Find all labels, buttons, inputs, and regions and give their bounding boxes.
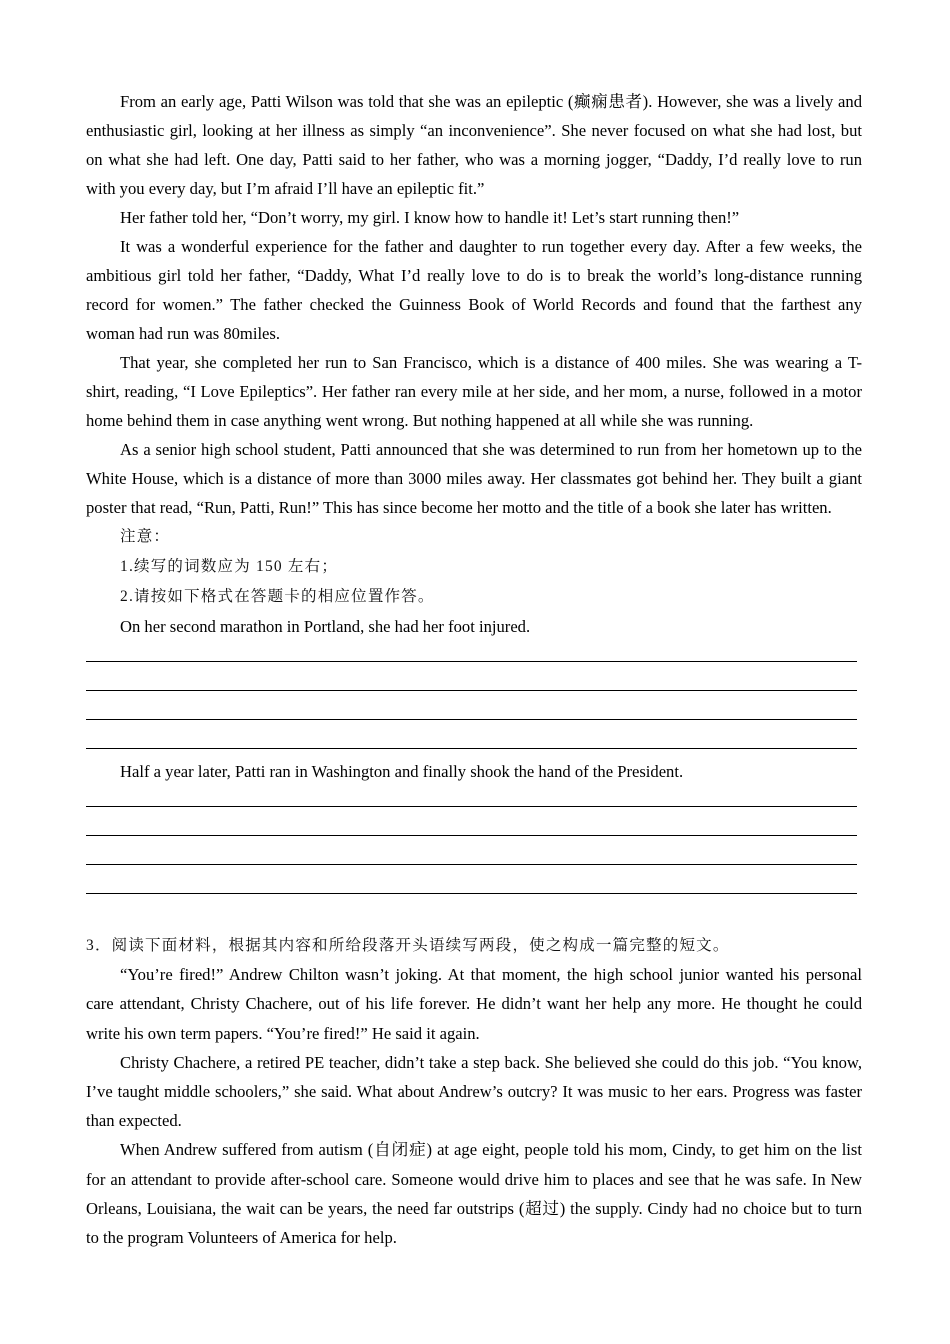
paragraph xyxy=(86,203,862,232)
answer-line xyxy=(86,815,862,844)
paragraph-line: White House, which is a distance of more than 3000 miles away. Her classmates got behind her. They built a giant xyxy=(86,469,862,488)
paragraph-line: From an early age, Patti Wilson was told that she was an epileptic (癫痫患者). However, she was a lively and xyxy=(120,92,862,111)
continuation-part-1 xyxy=(86,612,862,757)
paragraph xyxy=(86,232,862,348)
paragraph xyxy=(86,348,862,435)
paragraph-line: I’ve taught middle schoolers,” she said. What about Andrew’s outcry? It was music to her ears. Progress was faster xyxy=(86,1081,862,1101)
continuation-part-2 xyxy=(86,757,862,902)
question-instruction: 3．阅读下面材料，根据其内容和所给段落开头语续写两段，使之构成一篇完整的短文。 xyxy=(86,937,730,954)
paragraph-line: As a senior high school student, Patti announced that she was determined to run from her hometown up to the xyxy=(120,440,862,459)
notes-heading: 注意： xyxy=(120,528,171,545)
paragraph-line: Her father told her, “Don’t worry, my girl. I know how to handle it! Let’s start running then!” xyxy=(120,208,740,227)
paragraph-line: record for women.” The father checked the Guinness Book of World Records and found that the farthest any xyxy=(86,295,862,314)
paragraph xyxy=(86,435,862,522)
reading-passage xyxy=(86,87,862,522)
paragraph-line: poster that read, “Run, Patti, Run!” This has since become her motto and the title of a book she later has written. xyxy=(86,498,832,517)
paragraph-line: write his own term papers. “You’re fired!” He said it again. xyxy=(86,1023,480,1043)
answer-line xyxy=(86,641,862,670)
paragraph-line: shirt, reading, “I Love Epileptics”. Her father ran every mile at her side, and her mom, a nurse, followed in a motor xyxy=(86,382,862,401)
paragraph-line: Christy Chachere, a retired PE teacher, didn’t take a step back. She believed she could do this job. “You know, xyxy=(120,1052,862,1072)
paragraph-opening: Half a year later, Patti ran in Washington and finally shook the hand of the President. xyxy=(120,762,684,781)
paragraph-line: Orleans, Louisiana, the wait can be years, the need far outstrips (超过) the supply. Cindy had no choice but to turn xyxy=(86,1198,862,1218)
answer-line xyxy=(86,699,862,728)
note-item: 1.续写的词数应为 150 左右； xyxy=(120,558,339,575)
answer-line xyxy=(86,670,862,699)
page-content xyxy=(86,87,862,1252)
paragraph-line: than expected. xyxy=(86,1111,182,1131)
paragraph-line: woman had run was 80miles. xyxy=(86,324,281,343)
answer-line xyxy=(86,786,862,815)
paragraph-line: on what she had left. One day, Patti said to her father, who was a morning jogger, “Daddy, I’d really love to run xyxy=(86,150,862,169)
paragraph-line: When Andrew suffered from autism (自闭症) at age eight, people told his mom, Cindy, to get him on the list xyxy=(120,1140,862,1160)
paragraph xyxy=(86,1135,862,1252)
paragraph-line: home behind them in case anything went wrong. But nothing happened at all while she was running. xyxy=(86,411,754,430)
paragraph-opening: On her second marathon in Portland, she had her foot injured. xyxy=(120,617,531,636)
paragraph xyxy=(86,1048,862,1136)
paragraph-line: “You’re fired!” Andrew Chilton wasn’t joking. At that moment, the high school junior wanted his personal xyxy=(120,965,862,985)
paragraph-line: to the program Volunteers of America for help. xyxy=(86,1227,397,1247)
question-3 xyxy=(86,931,862,1252)
answer-line xyxy=(86,728,862,757)
answer-line xyxy=(86,873,862,902)
paragraph-line: enthusiastic girl, looking at her illness as simply “an inconvenience”. She never focused on what she had lost, but xyxy=(86,121,862,140)
answer-line xyxy=(86,844,862,873)
note-item: 2.请按如下格式在答题卡的相应位置作答。 xyxy=(120,588,435,605)
spacer xyxy=(86,902,862,931)
paragraph xyxy=(86,87,862,203)
paragraph-line: care attendant, Christy Chachere, out of his life forever. He didn’t want her help any more. He thought he could xyxy=(86,994,862,1014)
paragraph-line: ambitious girl told her father, “Daddy, What I’d really love to do is to break the world’s long-distance running xyxy=(86,266,862,285)
paragraph-line: with you every day, but I’m afraid I’ll have an epileptic fit.” xyxy=(86,179,485,198)
writing-notes xyxy=(86,522,862,612)
paragraph xyxy=(86,960,862,1048)
paragraph-line: for an attendant to provide after-school care. Someone would drive him to places and see that he was safe. In New xyxy=(86,1169,862,1189)
paragraph-line: It was a wonderful experience for the father and daughter to run together every day. After a few weeks, the xyxy=(120,237,862,256)
paragraph-line: That year, she completed her run to San Francisco, which is a distance of 400 miles. She was wearing a T- xyxy=(120,353,862,372)
